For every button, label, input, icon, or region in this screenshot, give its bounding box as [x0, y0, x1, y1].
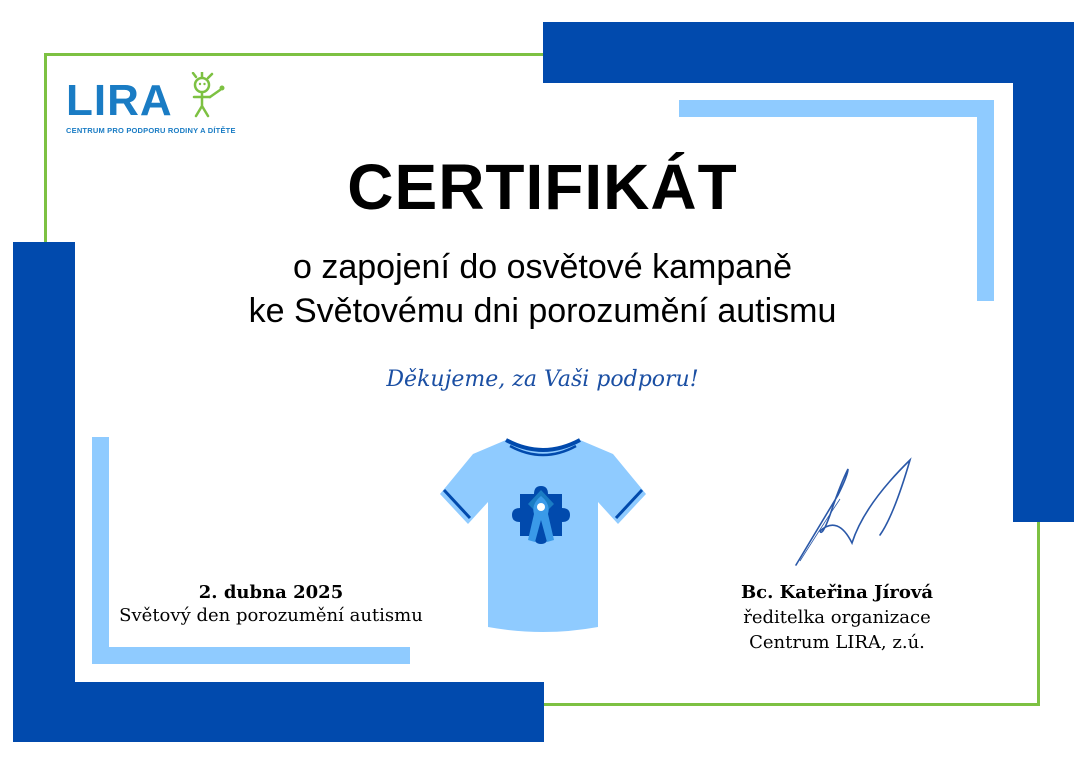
signature-icon: [790, 455, 920, 570]
signer-role: ředitelka organizace: [743, 607, 931, 628]
thanks-text: Děkujeme, za Vaši podporu!: [386, 367, 699, 392]
event-date: 2. dubna 2025: [198, 582, 344, 603]
lira-logo-figure-icon: [184, 72, 228, 120]
logo-tagline: CENTRUM PRO PODPORU RODINY A DÍTĚTE: [66, 126, 236, 135]
logo-name: LIRA: [66, 76, 173, 125]
tshirt-puzzle-icon: [438, 432, 648, 637]
signer-name: Bc. Kateřina Jírová: [740, 582, 934, 603]
signer-organization: Centrum LIRA, z.ú.: [749, 632, 925, 653]
certificate-subtitle-line1: o zapojení do osvětové kampaně: [292, 248, 792, 286]
event-name: Světový den porozumění autismu: [119, 605, 423, 626]
certificate-title: CERTIFIKÁT: [347, 151, 738, 223]
certificate-subtitle-line2: ke Světovému dni porozumění autismu: [248, 292, 837, 330]
